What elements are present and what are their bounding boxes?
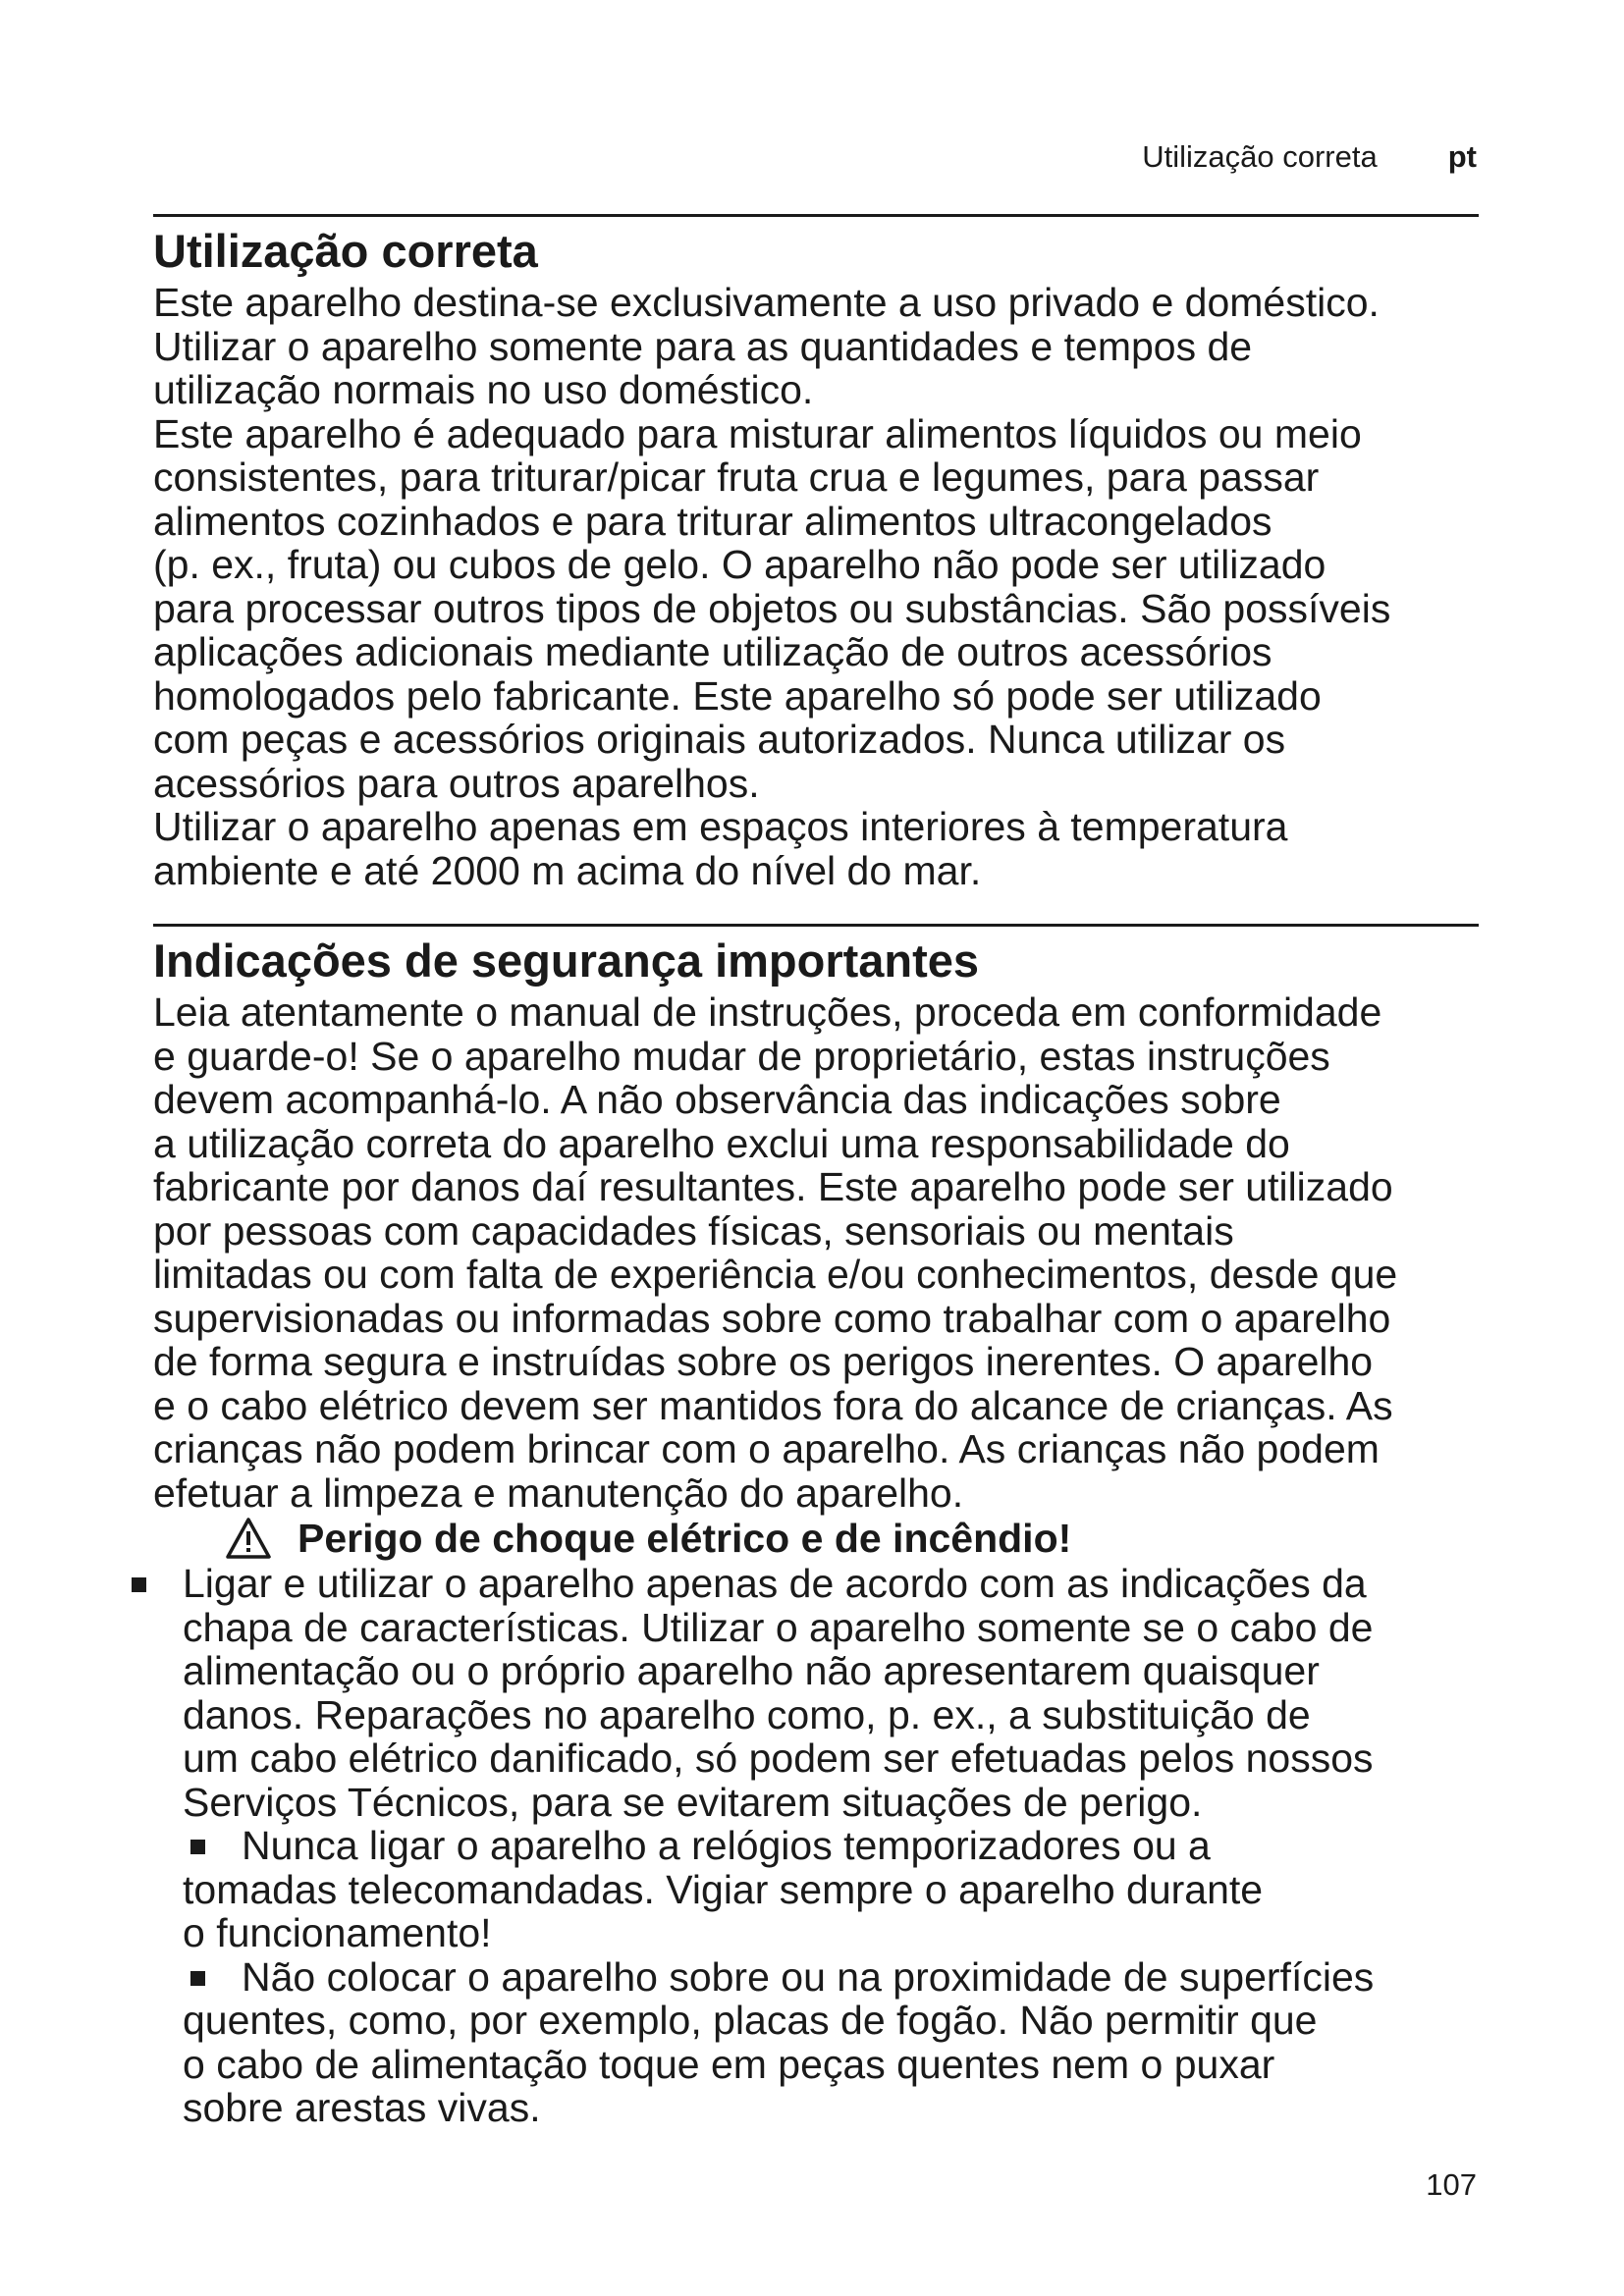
body-line: por pessoas com capacidades físicas, sensoriais ou mentais: [153, 1207, 1234, 1254]
bullet-line: alimentação ou o próprio aparelho não apresentarem quaisquer: [183, 1648, 1320, 1693]
body-line: e o cabo elétrico devem ser mantidos fora do alcance de crianças. As: [153, 1382, 1393, 1428]
body-line: acessórios para outros aparelhos.: [153, 760, 760, 806]
body-line: limitadas ou com falta de experiência e/ou conhecimentos, desde que: [153, 1252, 1398, 1297]
bullet-line: Nunca ligar o aparelho a relógios temporizadores ou a: [242, 1823, 1211, 1868]
bullet-line: chapa de características. Utilizar o aparelho somente se o cabo de: [183, 1604, 1374, 1650]
bullet-line: o funcionamento!: [183, 1910, 492, 1955]
page-content: [153, 214, 1479, 2130]
body-line: Leia atentamente o manual de instruções, proceda em conformidade: [153, 989, 1382, 1035]
body-line: Este aparelho destina-se exclusivamente a uso privado e doméstico.: [153, 280, 1380, 325]
list-item: [153, 1824, 1479, 1955]
body-line: efetuar a limpeza e manutenção do aparelho.: [153, 1469, 964, 1516]
bullet-line: sobre arestas vivas.: [183, 2085, 541, 2130]
body-line: (p. ex., fruta) ou cubos de gelo. O aparelho não pode ser utilizado: [153, 542, 1326, 587]
safety-body: [153, 990, 1479, 1515]
bullet-line: um cabo elétrico danificado, só podem ser efetuadas pelos nossos: [183, 1735, 1374, 1781]
body-line: ambiente e até 2000 m acima do nível do mar.: [153, 847, 982, 893]
body-line: Utilizar o aparelho somente para as quantidades e tempos de: [153, 323, 1253, 369]
warning-triangle-icon: [225, 1517, 272, 1560]
warning-heading-text: Perigo de choque elétrico e de incêndio!: [298, 1516, 1072, 1561]
body-line: devem acompanhá-lo. A não observância das indicações sobre: [153, 1077, 1281, 1122]
bullet-square-icon: [132, 1577, 146, 1592]
body-line: consistentes, para triturar/picar fruta crua e legumes, para passar: [153, 454, 1320, 500]
section-title-safety: Indicações de segurança importantes: [153, 934, 980, 987]
body-line: fabricante por danos daí resultantes. Este aparelho pode ser utilizado: [153, 1164, 1393, 1209]
body-line: supervisionadas ou informadas sobre como trabalhar com o aparelho: [153, 1295, 1391, 1341]
body-line: aplicações adicionais mediante utilização de outros acessórios: [153, 629, 1272, 674]
bullet-line: Ligar e utilizar o aparelho apenas de acordo com as indicações da: [183, 1561, 1367, 1606]
bullet-square-icon: [190, 1971, 205, 1986]
body-line: Utilizar o aparelho apenas em espaços interiores à temperatura: [153, 804, 1288, 849]
bullet-line: Não colocar o aparelho sobre ou na proximidade de superfícies: [242, 1953, 1375, 2000]
body-line: crianças não podem brincar com o aparelho. As crianças não podem: [153, 1426, 1380, 1471]
body-line: Este aparelho é adequado para misturar alimentos líquidos ou meio: [153, 410, 1362, 456]
intended-use-body: [153, 281, 1479, 892]
body-line: alimentos cozinhados e para triturar alimentos ultracongelados: [153, 498, 1272, 544]
body-line: a utilização correta do aparelho exclui uma responsabilidade do: [153, 1120, 1290, 1166]
body-line: de forma segura e instruídas sobre os perigos inerentes. O aparelho: [153, 1339, 1374, 1384]
warning-heading: [153, 1515, 1479, 1562]
body-line: para processar outros tipos de objetos ou substâncias. São possíveis: [153, 585, 1391, 631]
bullet-line: quentes, como, por exemplo, placas de fogão. Não permitir que: [183, 1998, 1318, 2043]
section-title-intended-use: Utilização correta: [153, 225, 538, 277]
list-item: [132, 1562, 1479, 1824]
bullet-square-icon: [190, 1840, 205, 1854]
bullet-line: Serviços Técnicos, para se evitarem situações de perigo.: [183, 1779, 1203, 1825]
body-line: homologados pelo fabricante. Este aparelho só pode ser utilizado: [153, 672, 1322, 719]
bullet-line: tomadas telecomandadas. Vigiar sempre o aparelho durante: [183, 1866, 1264, 1912]
bullet-line: o cabo de alimentação toque em peças quentes nem o puxar: [183, 2041, 1275, 2087]
body-line: utilização normais no uso doméstico.: [153, 367, 814, 412]
language-code: pt: [1447, 139, 1477, 174]
bullet-line: danos. Reparações no aparelho como, p. ex., a substituição de: [183, 1691, 1311, 1737]
page-number: 107: [1426, 2167, 1477, 2202]
body-line: com peças e acessórios originais autorizados. Nunca utilizar os: [153, 717, 1286, 762]
body-line: e guarde-o! Se o aparelho mudar de proprietário, estas instruções: [153, 1033, 1330, 1079]
running-header: [1142, 137, 1477, 177]
running-header-title: Utilização correta: [1142, 139, 1378, 174]
list-item: [153, 1955, 1479, 2130]
